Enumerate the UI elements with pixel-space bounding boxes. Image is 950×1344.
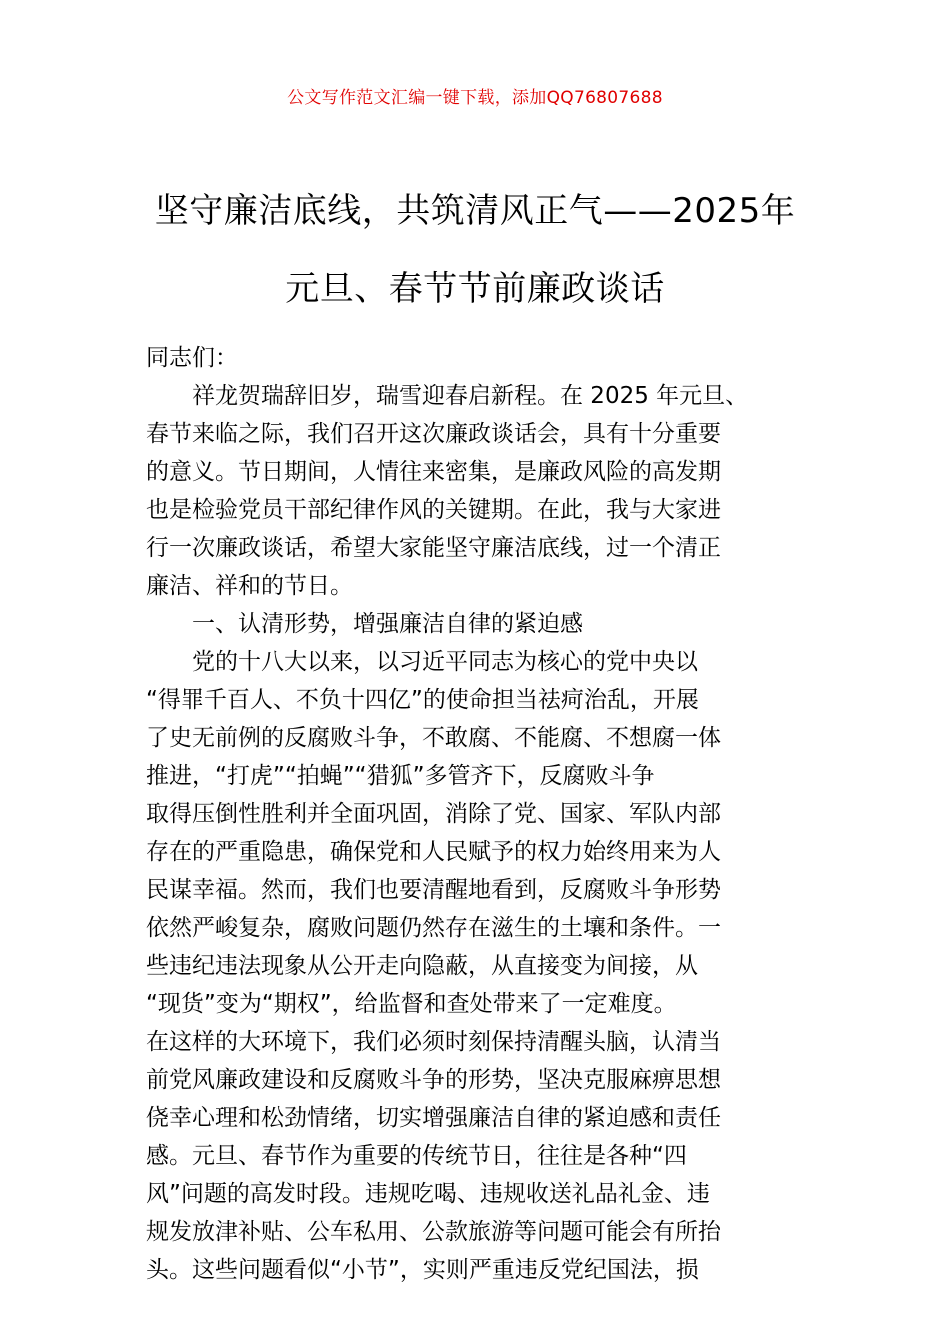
document-body: [146, 339, 810, 1289]
text-line: 也是检验党员干部纪律作风的关键期。在此，我与大家进: [146, 497, 721, 523]
text-line: 侥幸心理和松劲情绪，切实增强廉洁自律的紧迫感和责任: [146, 1105, 721, 1131]
text-line: 廉洁、祥和的节日。: [146, 573, 353, 599]
title-line-1: 坚守廉洁底线，共筑清风正气——2025年: [154, 191, 796, 231]
text-line: 民谋幸福。然而，我们也要清醒地看到，反腐败斗争形势: [146, 877, 721, 903]
text-line: 感。元旦、春节作为重要的传统节日，往往是各种“四: [146, 1143, 687, 1169]
text-line: 党的十八大以来，以习近平同志为核心的党中央以: [192, 649, 698, 675]
title-line-2: 元旦、春节节前廉政谈话: [285, 269, 665, 309]
text-line: 取得压倒性胜利并全面巩固，消除了党、国家、军队内部: [146, 801, 721, 827]
salutation: 同志们：: [146, 345, 238, 371]
text-line: 前党风廉政建设和反腐败斗争的形势，坚决克服麻痹思想: [146, 1067, 721, 1093]
text-line: 祥龙贺瑞辞旧岁，瑞雪迎春启新程。在 2025 年元旦、: [192, 383, 749, 409]
text-line: 头。这些问题看似“小节”，实则严重违反党纪国法，损: [146, 1257, 699, 1283]
text-line: 行一次廉政谈话，希望大家能坚守廉洁底线，过一个清正: [146, 535, 721, 561]
text-line: 的意义。节日期间，人情往来密集，是廉政风险的高发期: [146, 459, 721, 485]
text-line: 存在的严重隐患，确保党和人民赋予的权力始终用来为人: [146, 839, 721, 865]
document-title: [100, 172, 850, 328]
text-line: “现货”变为“期权”，给监督和查处带来了一定难度。: [146, 991, 677, 1017]
section-heading-1: 一、认清形势，增强廉洁自律的紧迫感: [192, 611, 583, 637]
text-line: 规发放津补贴、公车私用、公款旅游等问题可能会有所抬: [146, 1219, 721, 1245]
text-line: 在这样的大环境下，我们必须时刻保持清醒头脑，认清当: [146, 1029, 721, 1055]
text-line: 春节来临之际，我们召开这次廉政谈话会，具有十分重要: [146, 421, 721, 447]
paragraph-situation: [146, 643, 810, 1289]
text-line: 了史无前例的反腐败斗争，不敢腐、不能腐、不想腐一体: [146, 725, 721, 751]
text-line: 些违纪违法现象从公开走向隐蔽，从直接变为间接，从: [146, 953, 698, 979]
text-line: 风”问题的高发时段。违规吃喝、违规收送礼品礼金、违: [146, 1181, 710, 1207]
paragraph-opening: [146, 377, 810, 605]
text-line: “得罪千百人、不负十四亿”的使命担当祛疴治乱，开展: [146, 687, 699, 713]
text-line: 推进，“打虎”“拍蝇”“猎狐”多管齐下，反腐败斗争: [146, 763, 655, 789]
text-line: 依然严峻复杂，腐败问题仍然存在滋生的土壤和条件。一: [146, 915, 721, 941]
download-promo-note: 公文写作范文汇编一键下载，添加QQ76807688: [287, 88, 663, 108]
